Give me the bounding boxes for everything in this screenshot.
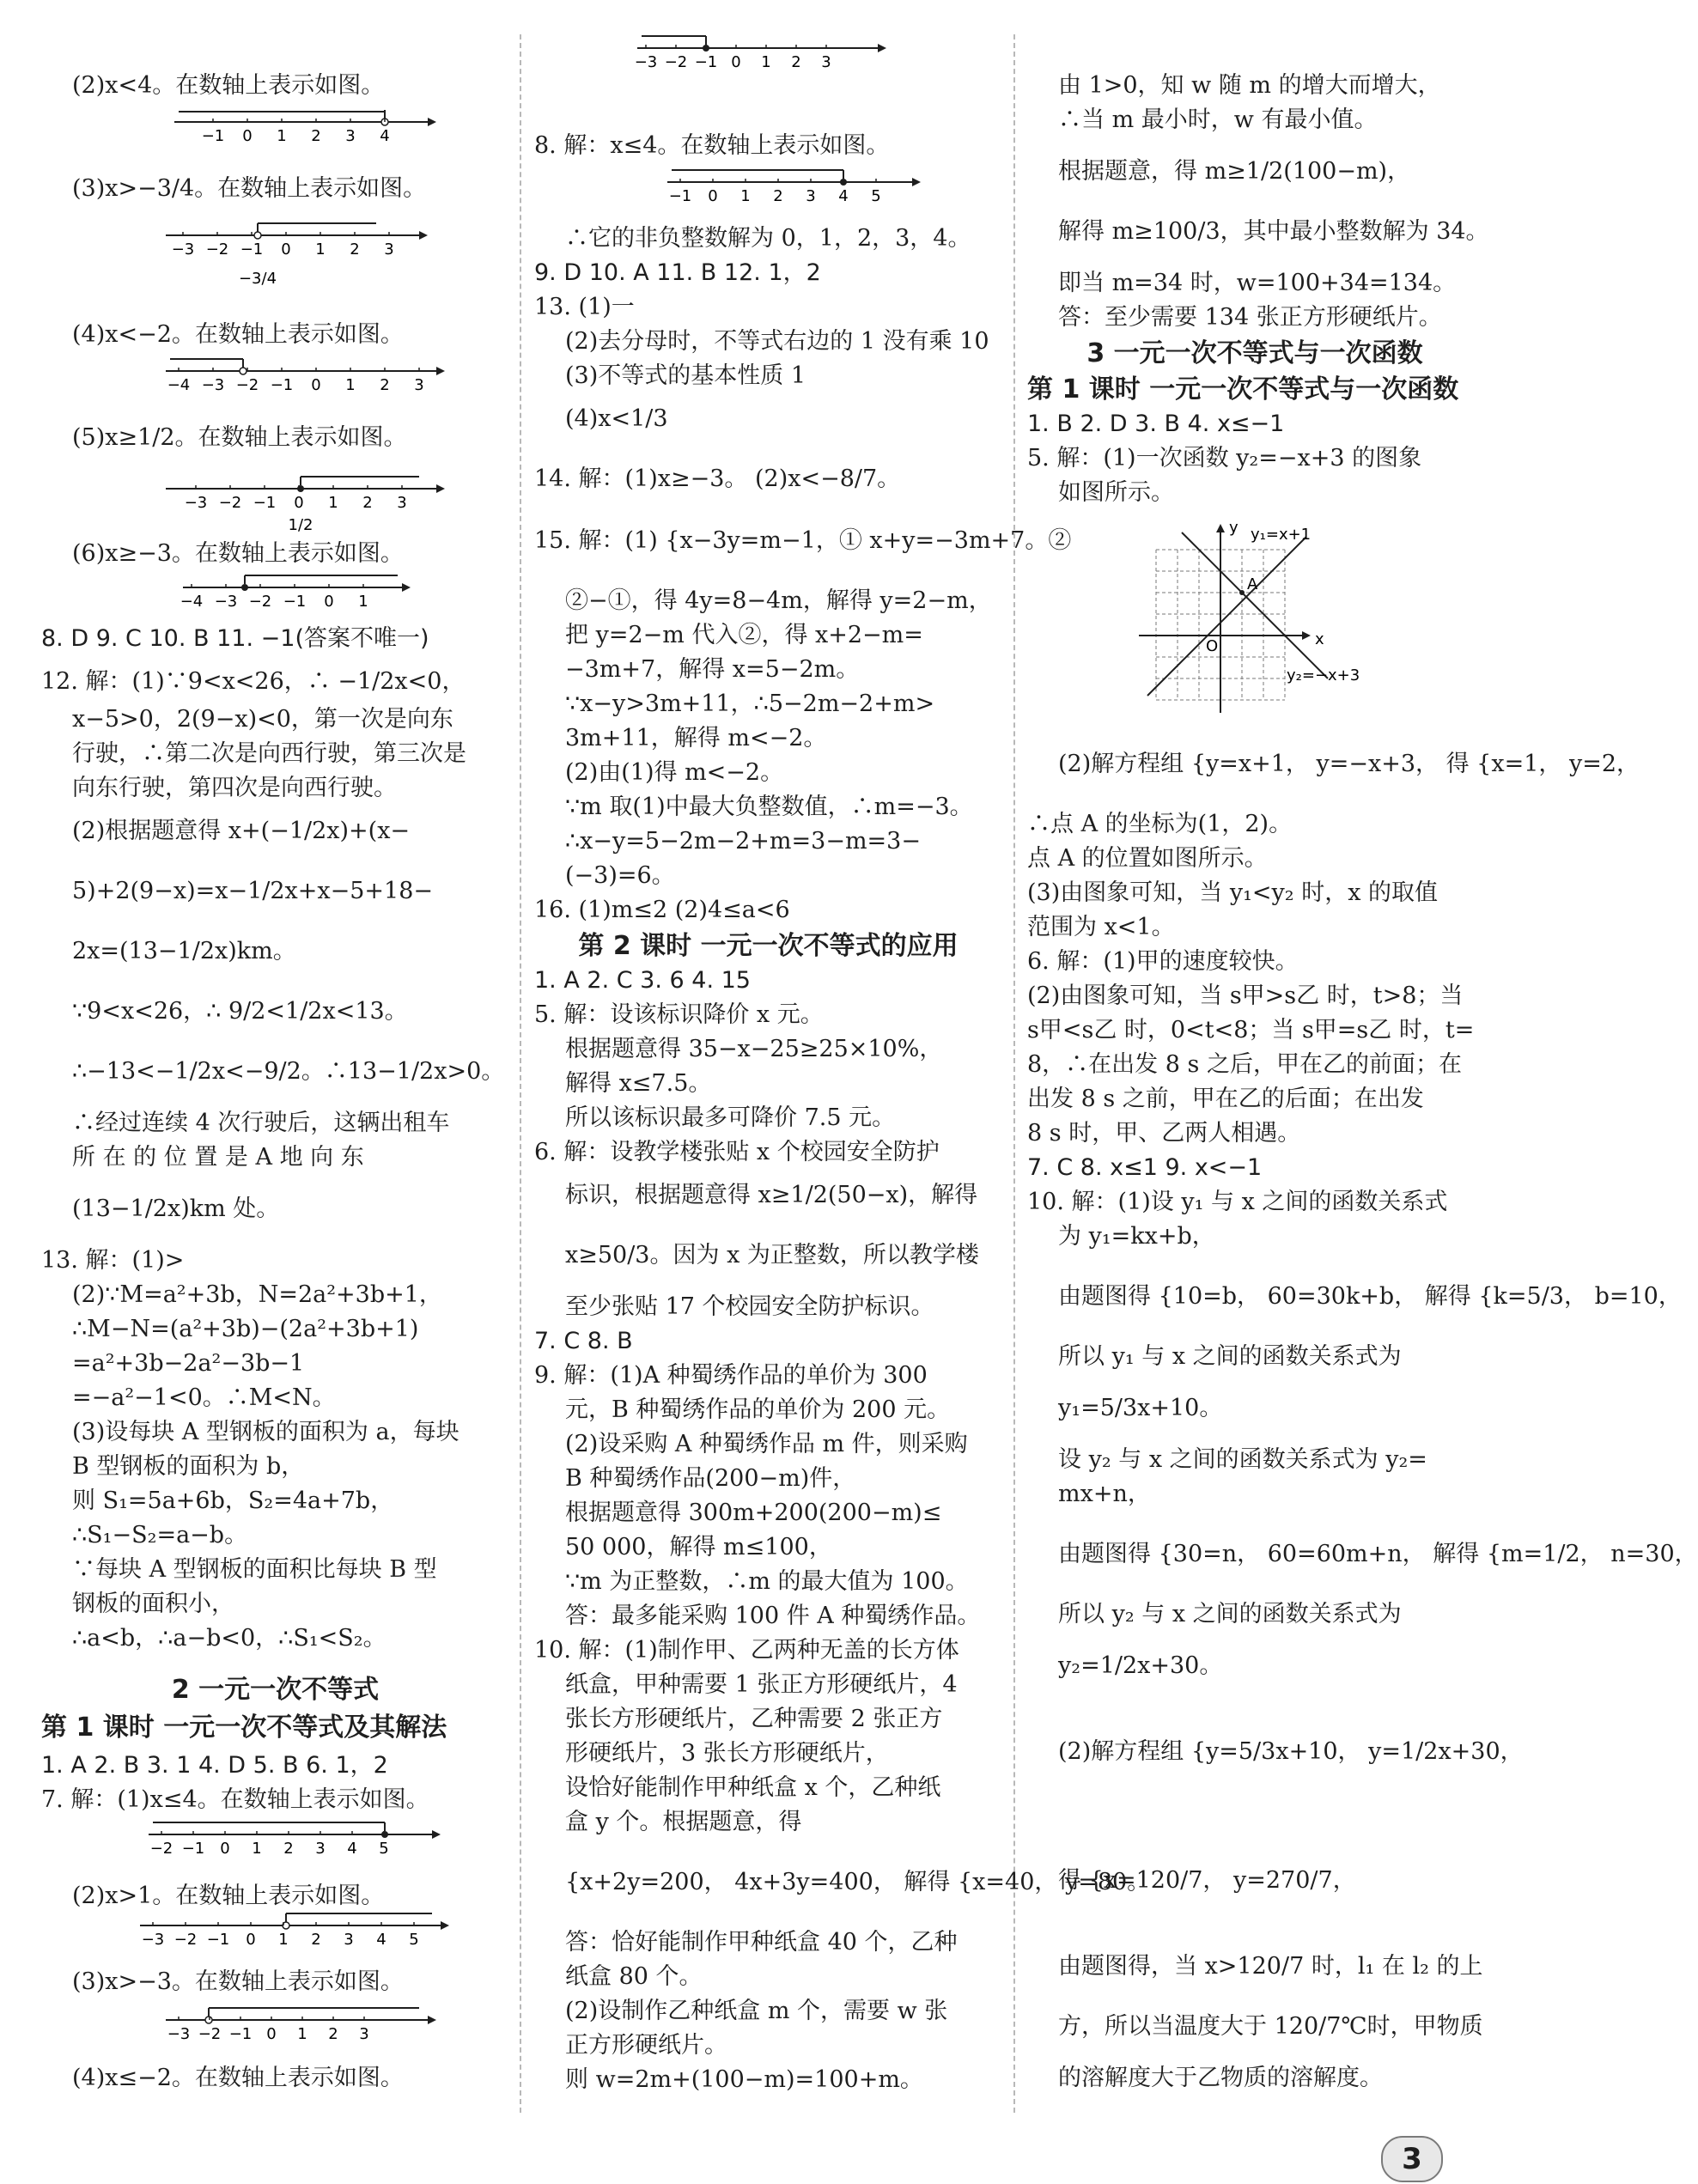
text-line: 为 y₁=kx+b， — [1058, 1223, 1215, 1250]
text-line: (2)x>1。在数轴上表示如图。 — [72, 1883, 385, 1909]
tick-label: −1 — [228, 2025, 253, 2043]
text-line: 所以该标识最多可降价 7.5 元。 — [565, 1104, 896, 1131]
number-line-x-gt-1 — [136, 1913, 462, 1955]
text-line: ∴点 A 的坐标为(1，2)。 — [1027, 811, 1293, 837]
text-line: ∴−13<−1/2x<−9/2。∴13−1/2x>0。 — [72, 1058, 505, 1085]
text-line: ∵9<x<26，∴ 9/2<1/2x<13。 — [72, 998, 408, 1025]
tick-label: −4 — [167, 376, 191, 394]
text-line: 纸盒 80 个。 — [565, 1963, 703, 1990]
text-line: 张长方形硬纸片，乙种需要 2 张正方 — [565, 1706, 943, 1732]
text-line: 8，∴在出发 8 s 之后，甲在乙的前面；在 — [1027, 1051, 1462, 1078]
text-line: 9. 解：(1)A 种蜀绣作品的单价为 300 — [534, 1362, 928, 1389]
text-line: 答：最多能采购 100 件 A 种蜀绣作品。 — [565, 1603, 981, 1629]
text-line: (2)x<4。在数轴上表示如图。 — [72, 72, 385, 99]
lesson-heading: 第 1 课时 一元一次不等式及其解法 — [41, 1713, 447, 1743]
answer-row: 7. C 8. B — [534, 1328, 633, 1354]
number-line-x-ge-half — [161, 477, 453, 537]
text-line: =−a²−1<0。∴M<N。 — [72, 1384, 336, 1411]
tick-label: 1 — [358, 593, 368, 611]
text-line: 8 s 时，甲、乙两人相遇。 — [1027, 1120, 1301, 1147]
text-line: (−3)=6。 — [565, 862, 675, 889]
tick-label: 3 — [344, 1931, 354, 1949]
text-line: 14. 解：(1)x≥−3。 (2)x<−8/7。 — [534, 465, 901, 492]
text-line: (2)由图象可知，当 s甲>s乙 时，t>8；当 — [1027, 982, 1464, 1009]
text-line: 元，B 种蜀绣作品的单价为 200 元。 — [565, 1396, 951, 1423]
text-line: 2x=(13−1/2x)km。 — [72, 938, 296, 964]
text-line: 行驶，∴第二次是向西行驶，第三次是 — [72, 740, 466, 767]
tick-label: 4 — [376, 1931, 386, 1949]
text-line: ∴当 m 最小时，w 有最小值。 — [1058, 106, 1378, 133]
text-line: 5. 解：设该标识降价 x 元。 — [534, 1001, 824, 1028]
text-line: 即当 m=34 时，w=100+34=134。 — [1058, 270, 1457, 296]
text-line: {x+2y=200， 4x+3y=400， 解得 {x=40， y=80。 — [565, 1869, 1151, 1895]
text-line: 正方形硬纸片。 — [565, 2032, 727, 2059]
tick-label: 1 — [252, 1840, 262, 1858]
tick-label: −2 — [218, 494, 242, 512]
text-line: 出发 8 s 之前，甲在乙的后面；在出发 — [1027, 1086, 1424, 1112]
tick-label: 0 — [242, 127, 253, 145]
number-line-x-gt-neg-3 — [161, 2008, 453, 2049]
tick-label: −3 — [171, 240, 195, 259]
tick-label: 4 — [380, 127, 390, 145]
text-line: 的溶解度大于乙物质的溶解度。 — [1058, 2065, 1383, 2091]
tick-label: 5 — [379, 1840, 389, 1858]
text-line: mx+n， — [1058, 1481, 1151, 1507]
tick-label: 2 — [791, 53, 801, 71]
text-line: 方，所以当温度大于 120/7℃时，甲物质 — [1058, 2013, 1483, 2040]
text-line: (13−1/2x)km 处。 — [72, 1195, 280, 1222]
answer-row: 7. C 8. x≤1 9. x<−1 — [1027, 1154, 1263, 1181]
text-line: 设恰好能制作甲种纸盒 x 个，乙种纸 — [565, 1774, 941, 1801]
text-line: ∴S₁−S₂=a−b。 — [72, 1522, 248, 1548]
text-line: 15. 解：(1) {x−3y=m−1，① x+y=−3m+7。② — [534, 527, 1072, 554]
text-line: 50 000，解得 m≤100， — [565, 1534, 832, 1560]
tick-label: 0 — [731, 53, 741, 71]
text-line: =a²+3b−2a²−3b−1 — [72, 1350, 305, 1377]
tick-label: 0 — [294, 494, 304, 512]
tick-label: −1 — [270, 376, 294, 394]
tick-label: 5 — [409, 1931, 419, 1949]
tick-label: 1 — [278, 1931, 289, 1949]
text-line: ∴x−y=5−2m−2+m=3−m=3− — [565, 828, 921, 855]
text-line: s甲<s乙 时，0<t<8；当 s甲=s乙 时，t= — [1027, 1017, 1475, 1043]
tick-label: 1 — [740, 187, 751, 205]
text-line: ∴经过连续 4 次行驶后，这辆出租车 — [72, 1110, 450, 1136]
text-line: 答：至少需要 134 张正方形硬纸片。 — [1058, 304, 1442, 331]
text-line: 点 A 的位置如图所示。 — [1027, 845, 1268, 872]
tick-label: 2 — [311, 1931, 321, 1949]
tick-label: −1 — [206, 1931, 230, 1949]
tick-label: 1 — [277, 127, 287, 145]
text-line: 根据题意得 35−x−25≥25×10%， — [565, 1036, 943, 1062]
text-line: ②−①，得 4y=8−4m，解得 y=2−m， — [565, 587, 992, 614]
text-line: 5. 解：(1)一次函数 y₂=−x+3 的图象 — [1027, 445, 1422, 471]
tick-label: 3 — [345, 127, 356, 145]
tick-label: −1 — [253, 494, 277, 512]
text-line: 由 1>0，知 w 随 m 的增大而增大， — [1058, 72, 1441, 99]
text-line: 根据题意得 300m+200(200−m)≤ — [565, 1500, 942, 1526]
text-line: 标识，根据题意得 x≥1/2(50−x)，解得 — [565, 1182, 978, 1208]
section-heading: 2 一元一次不等式 — [171, 1675, 380, 1705]
tick-label: 0 — [266, 2025, 277, 2043]
number-line-x-lt-4 — [170, 110, 445, 151]
mark-label: −3/4 — [238, 270, 277, 288]
text-line: 则 S₁=5a+6b，S₂=4a+7b， — [72, 1487, 394, 1514]
tick-label: 2 — [362, 494, 373, 512]
number-line-x-le-neg-2 — [633, 24, 908, 71]
tick-label: 3 — [359, 2025, 369, 2043]
text-line: ∴它的非负整数解为 0，1，2，3，4。 — [565, 225, 971, 252]
text-line: 根据题意，得 m≥1/2(100−m)， — [1058, 158, 1411, 185]
text-line: 得 {x=120/7， y=270/7， — [1058, 1867, 1356, 1894]
text-line: (3)不等式的基本性质 1 — [565, 362, 806, 389]
line-y1-label: y₁=x+1 — [1251, 526, 1312, 544]
text-line: −3m+7，解得 x=5−2m。 — [565, 656, 860, 683]
tick-label: 2 — [283, 1840, 294, 1858]
tick-label: −3 — [167, 2025, 191, 2043]
text-line: y₁=5/3x+10。 — [1058, 1395, 1223, 1421]
answer-row: 8. D 9. C 10. B 11. −1(答案不唯一) — [41, 625, 429, 652]
text-line: ∵x−y>3m+11，∴5−2m−2+m> — [565, 690, 935, 717]
page-number-badge: 3 — [1381, 2136, 1443, 2182]
text-line: 向东行驶，第四次是向西行驶。 — [72, 775, 397, 801]
tick-label: −1 — [240, 240, 264, 259]
tick-label: 3 — [806, 187, 816, 205]
text-line: x≥50/3。因为 x 为正整数，所以教学楼 — [565, 1242, 979, 1268]
tick-label: 1 — [345, 376, 356, 394]
text-line: (2)解方程组 {y=x+1， y=−x+3， 得 {x=1， y=2， — [1058, 751, 1640, 777]
text-line: 范围为 x<1。 — [1027, 914, 1175, 940]
text-line: 12. 解：(1)∵9<x<26，∴ −1/2x<0， — [41, 668, 466, 695]
text-line: (2)去分母时，不等式右边的 1 没有乘 10 — [565, 328, 989, 355]
text-line: (2)∵M=a²+3b，N=2a²+3b+1， — [72, 1281, 442, 1308]
tick-label: −1 — [668, 187, 692, 205]
tick-label: 3 — [315, 1840, 326, 1858]
text-line: 10. 解：(1)制作甲、乙两种无盖的长方体 — [534, 1637, 959, 1664]
text-line: 至少张贴 17 个校园安全防护标识。 — [565, 1293, 934, 1320]
point-a-label: A — [1247, 575, 1258, 593]
tick-label: −3 — [201, 376, 225, 394]
text-line: ∵每块 A 型钢板的面积比每块 B 型 — [72, 1556, 437, 1583]
number-line-x-le-4b — [663, 170, 938, 211]
text-line: (3)由图象可知，当 y₁<y₂ 时，x 的取值 — [1027, 879, 1438, 906]
text-line: 5)+2(9−x)=x−1/2x+x−5+18− — [72, 878, 434, 904]
tick-label: 1 — [328, 494, 338, 512]
number-line-x-lt-neg-2 — [161, 359, 453, 400]
text-line: (3)设每块 A 型钢板的面积为 a，每块 — [72, 1419, 459, 1445]
text-line: 如图所示。 — [1058, 479, 1174, 506]
tick-label: −1 — [283, 593, 307, 611]
number-line-x-le-4 — [144, 1822, 453, 1864]
tick-label: 5 — [871, 187, 881, 205]
mark-label: 1/2 — [288, 516, 313, 534]
text-line: 由题图得 {30=n， 60=60m+n， 解得 {m=1/2， n=30， — [1058, 1541, 1698, 1567]
axis-label-y: y — [1229, 519, 1239, 537]
text-line: 解得 x≤7.5。 — [565, 1070, 712, 1097]
text-line: 纸盒，甲种需要 1 张正方形硬纸片，4 — [565, 1671, 958, 1698]
tick-label: 2 — [773, 187, 783, 205]
line-y2-label: y₂=−x+3 — [1287, 666, 1360, 684]
tick-label: −3 — [214, 593, 238, 611]
section-heading: 3 一元一次不等式与一次函数 — [1086, 338, 1423, 368]
text-line: B 种蜀绣作品(200−m)件， — [565, 1465, 856, 1492]
tick-label: 0 — [708, 187, 718, 205]
text-line: y₂=1/2x+30。 — [1058, 1652, 1223, 1679]
tick-label: 1 — [761, 53, 771, 71]
text-line: 答：恰好能制作甲种纸盒 40 个，乙种 — [565, 1929, 958, 1956]
text-line: 由题图得 {10=b， 60=30k+b， 解得 {k=5/3， b=10， — [1058, 1283, 1682, 1310]
text-line: 把 y=2−m 代入②，得 x+2−m= — [565, 622, 923, 648]
tick-label: −1 — [181, 1840, 205, 1858]
text-line: (2)根据题意得 x+(−1/2x)+(x− — [72, 818, 411, 844]
text-line: 盒 y 个。根据题意，得 — [565, 1809, 802, 1835]
tick-label: 3 — [384, 240, 394, 259]
answer-row: 9. D 10. A 11. B 12. 1，2 — [534, 259, 821, 286]
text-line: (2)设采购 A 种蜀绣作品 m 件，则采购 — [565, 1431, 968, 1457]
tick-label: −3 — [141, 1931, 165, 1949]
text-line: 13. (1)一 — [534, 294, 635, 320]
text-line: (2)设制作乙种纸盒 m 个，需要 w 张 — [565, 1998, 948, 2024]
tick-label: 0 — [324, 593, 334, 611]
text-line: 由题图得，当 x>120/7 时，l₁ 在 l₂ 的上 — [1058, 1953, 1483, 1980]
tick-label: −2 — [198, 2025, 222, 2043]
text-line: (4)x<1/3 — [565, 405, 668, 432]
text-line: 6. 解：设教学楼张贴 x 个校园安全防护 — [534, 1139, 940, 1165]
lesson-heading: 第 2 课时 一元一次不等式的应用 — [578, 931, 959, 961]
tick-label: 3 — [397, 494, 407, 512]
number-line-x-ge-neg-3 — [179, 575, 436, 617]
tick-label: 1 — [315, 240, 326, 259]
text-line: 所 在 的 位 置 是 A 地 向 东 — [72, 1144, 364, 1171]
text-line: 所以 y₂ 与 x 之间的函数关系式为 — [1058, 1601, 1402, 1627]
text-line: ∴a<b，∴a−b<0，∴S₁<S₂。 — [72, 1625, 386, 1652]
answer-row: 1. B 2. D 3. B 4. x≤−1 — [1027, 411, 1285, 437]
text-line: 3m+11，解得 m<−2。 — [565, 725, 827, 751]
text-line: (6)x≥−3。在数轴上表示如图。 — [72, 540, 404, 567]
tick-label: −2 — [248, 593, 272, 611]
text-line: 所以 y₁ 与 x 之间的函数关系式为 — [1058, 1343, 1402, 1370]
tick-label: −1 — [201, 127, 225, 145]
tick-label: 4 — [838, 187, 849, 205]
tick-label: −2 — [205, 240, 229, 259]
origin-label: O — [1206, 637, 1219, 655]
text-line: ∴M−N=(a²+3b)−(2a²+3b+1) — [72, 1316, 419, 1342]
text-line: ∵m 取(1)中最大负整数值，∴m=−3。 — [565, 794, 973, 820]
text-line: 则 w=2m+(100−m)=100+m。 — [565, 2066, 923, 2093]
tick-label: 2 — [380, 376, 390, 394]
tick-label: 0 — [311, 376, 321, 394]
text-line: (3)x>−3/4。在数轴上表示如图。 — [72, 175, 427, 202]
text-line: 10. 解：(1)设 y₁ 与 x 之间的函数关系式 — [1027, 1189, 1448, 1215]
text-line: 设 y₂ 与 x 之间的函数关系式为 y₂= — [1058, 1446, 1427, 1473]
text-line: ∵m 为正整数，∴m 的最大值为 100。 — [565, 1568, 969, 1595]
text-line: 8. 解：x≤4。在数轴上表示如图。 — [534, 132, 890, 159]
tick-label: −2 — [173, 1931, 198, 1949]
text-line: 钢板的面积小， — [72, 1591, 234, 1617]
text-line: (4)x<−2。在数轴上表示如图。 — [72, 321, 404, 348]
tick-label: 2 — [311, 127, 321, 145]
tick-label: 2 — [350, 240, 360, 259]
lesson-heading: 第 1 课时 一元一次不等式与一次函数 — [1027, 374, 1459, 405]
text-line: 解得 m≥100/3，其中最小整数解为 34。 — [1058, 218, 1489, 245]
answer-row: 1. A 2. B 3. 1 4. D 5. B 6. 1，2 — [41, 1752, 388, 1779]
tick-label: −1 — [694, 53, 718, 71]
text-line: (5)x≥1/2。在数轴上表示如图。 — [72, 424, 407, 451]
tick-label: −2 — [235, 376, 259, 394]
text-line: (2)解方程组 {y=5/3x+10， y=1/2x+30， — [1058, 1738, 1524, 1765]
tick-label: −3 — [634, 53, 658, 71]
tick-label: 0 — [281, 240, 291, 259]
text-line: 形硬纸片，3 张长方形硬纸片， — [565, 1740, 889, 1767]
tick-label: 2 — [328, 2025, 338, 2043]
tick-label: 3 — [414, 376, 424, 394]
text-line: x−5>0，2(9−x)<0，第一次是向东 — [72, 706, 453, 733]
function-graph — [1130, 515, 1422, 721]
text-line: 16. (1)m≤2 (2)4≤a<6 — [534, 897, 790, 923]
number-line-x-gt-neg-three-quarters — [161, 223, 436, 292]
text-line: (4)x≤−2。在数轴上表示如图。 — [72, 2065, 404, 2091]
tick-label: −3 — [184, 494, 208, 512]
tick-label: −4 — [180, 593, 204, 611]
answer-row: 1. A 2. C 3. 6 4. 15 — [534, 967, 751, 994]
text-line: (3)x>−3。在数轴上表示如图。 — [72, 1968, 404, 1995]
tick-label: −2 — [149, 1840, 173, 1858]
text-line: (2)由(1)得 m<−2。 — [565, 759, 784, 786]
text-line: 13. 解：(1)> — [41, 1247, 185, 1274]
tick-label: 0 — [246, 1931, 256, 1949]
tick-label: −2 — [664, 53, 688, 71]
text-line: B 型钢板的面积为 b， — [72, 1453, 305, 1480]
text-line: 7. 解：(1)x≤4。在数轴上表示如图。 — [41, 1786, 429, 1813]
tick-label: 4 — [347, 1840, 357, 1858]
text-line: 6. 解：(1)甲的速度较快。 — [1027, 948, 1299, 975]
axis-label-x: x — [1315, 630, 1324, 648]
tick-label: 1 — [297, 2025, 307, 2043]
tick-label: 3 — [821, 53, 831, 71]
tick-label: 0 — [220, 1840, 230, 1858]
